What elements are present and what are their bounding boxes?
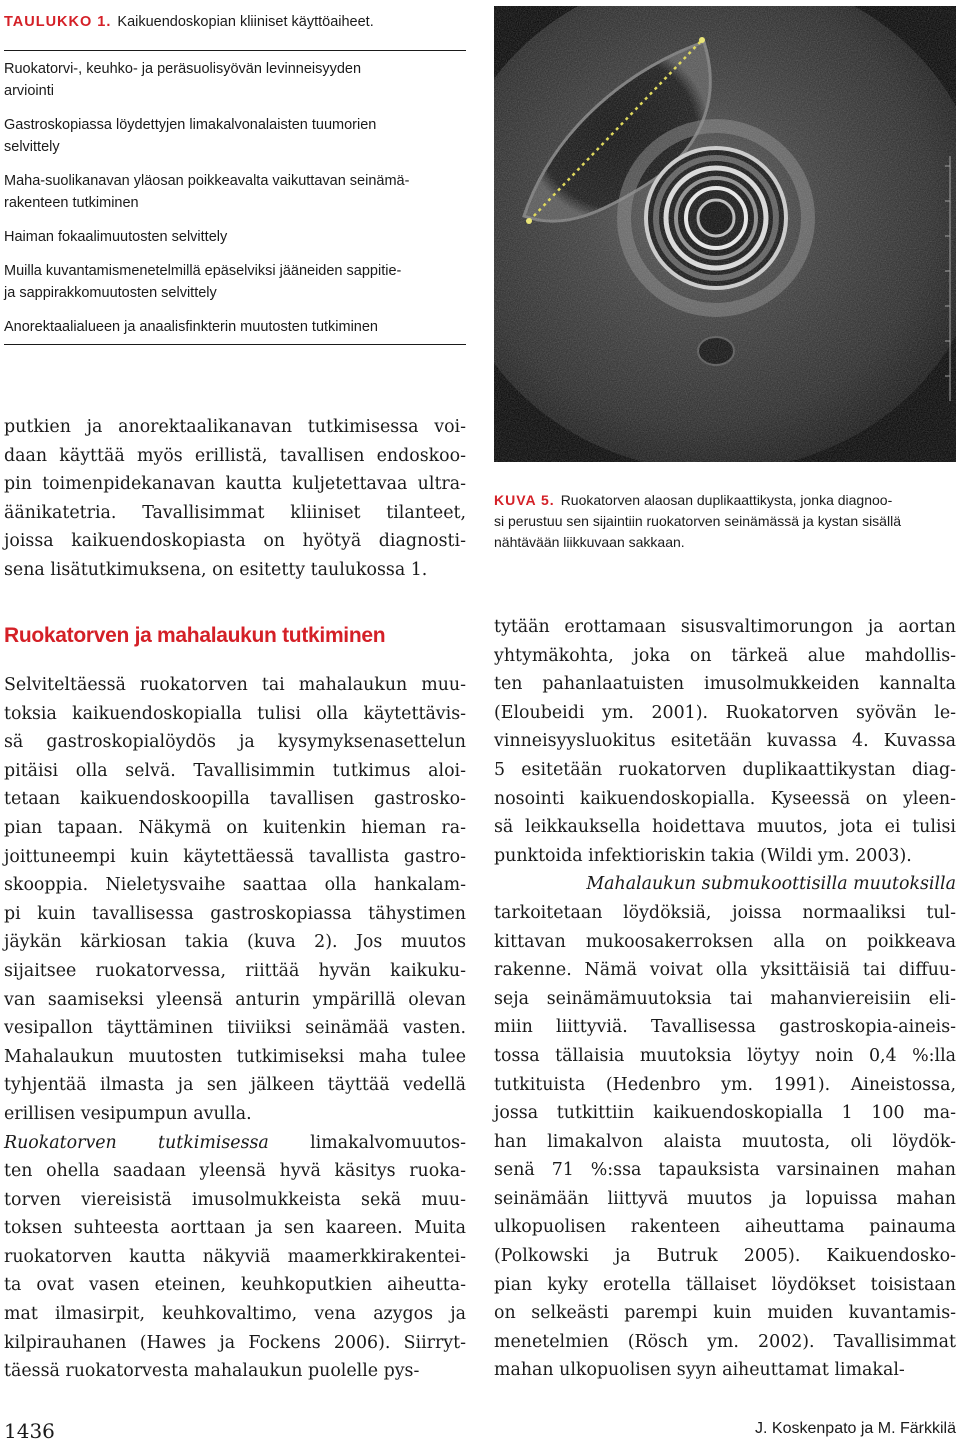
table-1 xyxy=(4,14,466,345)
text-line: menetelmien (Rösch ym. 2002). Tavallisimmat xyxy=(494,1331,956,1352)
text-line: punktoida infektioriskin takia (Wildi ym. 2003). xyxy=(494,845,912,866)
table-rows xyxy=(4,51,466,338)
right-body xyxy=(494,613,956,1385)
text-line: ta ovat vasen eteinen, keuhkoputkien aiheutta- xyxy=(4,1275,466,1296)
text-line: miin liittyviä. Tavallisessa gastroskopia-aineis- xyxy=(494,1017,956,1038)
table-title: Kaikuendoskopian kliiniset käyttöaiheet. xyxy=(117,14,374,30)
table-row-line: Anorektaalialueen ja anaalisfinkterin muutosten tutkiminen xyxy=(4,319,378,335)
table-row-line: Ruokatorvi-, keuhko- ja peräsuolisyövän levinneisyyden xyxy=(4,61,362,77)
table-row xyxy=(4,226,466,248)
text-line: pian kyky erotella tällaiset löydökset toisistaan xyxy=(494,1274,956,1295)
text-line: sä gastroskopialöydös ja kysymyksenasettelun xyxy=(4,732,466,753)
table-row xyxy=(4,170,466,214)
text-line: pi kuin tavallisessa gastroskopiassa tähystimen xyxy=(4,903,466,924)
text-line: tossa tällaisia muutoksia löytyy noin 0,4 %:lla xyxy=(494,1045,956,1066)
text-line: tyhjentää ilmasta ja sen jälkeen täyttää vedellä xyxy=(4,1075,466,1096)
text-line: tarkoitetaan löydöksiä, joissa normaaliksi tul- xyxy=(494,902,956,923)
text-line: joittuneempi kuin käytettäessä tavallista gastro- xyxy=(4,846,466,867)
text-line: skooppia. Nieletysvaihe saattaa olla hankalam- xyxy=(4,875,466,896)
figure-caption-line: nähtävään liikkuvaan sakkaan. xyxy=(494,534,685,550)
table-caption xyxy=(4,14,466,30)
section-heading: Ruokatorven ja mahalaukun tutkiminen xyxy=(4,624,386,647)
paragraph-esophagus xyxy=(4,1129,466,1386)
paragraph-first-line xyxy=(4,1129,466,1158)
table-row-line: ja sappirakkomuutosten selvittely xyxy=(4,285,217,301)
figure-caption xyxy=(494,490,956,553)
text-line: rakenne. Nämä voivat olla yksittäisiä tai diffuu- xyxy=(494,960,956,981)
text-line: Mahalaukun muutosten tutkimiseksi maha tulee xyxy=(4,1046,466,1067)
ultrasound-image xyxy=(494,6,956,462)
table-row-line: Gastroskopiassa löydettyjen limakalvonalaisten tuumorien xyxy=(4,117,377,133)
text-line: ruokatorven kautta näkyviä maamerkkirakentei- xyxy=(4,1246,466,1267)
text-line: (Polkowski ja Butruk 2005). Kaikuendosko- xyxy=(494,1246,956,1267)
text-line: joissa kaikuendoskopiasta on hyötyä diagnosti- xyxy=(4,531,466,552)
text-line: senä 71 %:ssa tapauksista varsinainen mahan xyxy=(494,1160,956,1181)
table-row-line: rakenteen tutkiminen xyxy=(4,195,139,211)
table-row xyxy=(4,316,466,338)
table-row xyxy=(4,260,466,304)
text-line: sena lisätutkimuksena, on esitetty taulukossa 1. xyxy=(4,559,428,580)
text-line: mat ilmasirpit, keuhkovaltimo, vena azygos ja xyxy=(4,1304,466,1325)
text-line: han limakalvon alaista muutosta, oli löydök- xyxy=(494,1131,956,1152)
text-line: ulkopuolisen rakenteen aiheuttama painauma xyxy=(494,1217,956,1238)
table-row xyxy=(4,58,466,102)
italic-lead: Ruokatorven tutkimisessa xyxy=(4,1132,269,1153)
text-line: van saamiseksi yleensä anturin ympärillä olevan xyxy=(4,989,466,1010)
text-line: putkien ja anorektaalikanavan tutkimisessa voi- xyxy=(4,417,466,437)
figure-caption-line: si perustuu sen sijaintiin ruokatorven seinämässä ja kystan sisällä xyxy=(494,513,901,529)
text-line: seinämään liittyvä muutos ja lopuissa mahan xyxy=(494,1188,956,1209)
text-line: kittavan mukoosakerroksen alla on poikkeava xyxy=(494,931,956,952)
text-line: seja seinämämuutoksia tai mahanviereisiin eli- xyxy=(494,988,956,1009)
text-line: tutkituista (Hedenbro ym. 1991). Aineistossa, xyxy=(494,1074,956,1095)
paragraph-method xyxy=(4,671,466,1129)
text-line: tetaan kaikuendoskoopilla tavallisen gastrosko- xyxy=(4,789,466,810)
text-line: toksia kaikuendoskopialla tulisi olla käytettävis- xyxy=(4,703,466,724)
text-line: yhtymäkohta, joka on tärkeä alue mahdollis- xyxy=(494,645,956,666)
text-line: sijaitsee ruokatorvessa, riittää hyvän kaikuku- xyxy=(4,960,466,981)
text-line: erillisen vesipumpun avulla. xyxy=(4,1103,252,1124)
paragraph-lines xyxy=(494,899,956,1385)
text-line: jossa tutkittiin kaikuendoskopialla 1 100 ma- xyxy=(494,1103,956,1124)
paragraph-first-line xyxy=(494,870,956,899)
italic-lead: Mahalaukun submukoottisilla muutoksilla xyxy=(586,874,956,895)
paragraph-stomach xyxy=(494,870,956,1385)
table-row-line: arviointi xyxy=(4,83,54,99)
text-line: ten pahanlaatuisten imusolmukkeiden kannalta xyxy=(494,674,956,695)
page-number: 1436 xyxy=(4,1419,55,1443)
table-row-line: Maha-suolikanavan yläosan poikkeavalta vaikuttavan seinämä- xyxy=(4,173,410,189)
text-line: Selviteltäessä ruokatorven tai mahalaukun muu- xyxy=(4,675,466,695)
text-line: on selkeästi parempi kuin muiden kuvantamis- xyxy=(494,1303,956,1324)
paragraph-continuation xyxy=(494,613,956,870)
text-line: sä leikkauksella hoidettava muutos, jota ei tulisi xyxy=(494,817,956,838)
text-line: (Eloubeidi ym. 2001). Ruokatorven syövän le- xyxy=(494,702,956,723)
text-line: torven viereisistä imusolmukkeista sekä muu- xyxy=(4,1189,466,1210)
text-line: kilpirauhanen (Hawes ja Fockens 2006). Siirryt- xyxy=(4,1332,466,1353)
left-body xyxy=(4,671,466,1386)
text-line: vinneisyysluokitus esitetään kuvassa 4. Kuvassa xyxy=(494,731,956,752)
text-line: pin toimenpidekanavan kautta kuljetettavaa ultra- xyxy=(4,474,466,495)
figure-caption-line: Ruokatorven alaosan duplikaattikysta, jonka diagnoo- xyxy=(560,492,893,508)
text-line: ten ohella saadaan yleensä hyvä käsitys ruoka- xyxy=(4,1161,466,1182)
paragraph-lines xyxy=(4,1157,466,1386)
text-line: nosointi kaikuendoskopialla. Kyseessä on yleen- xyxy=(494,788,956,809)
left-top-paragraph xyxy=(4,413,466,585)
text-line: äänikatetria. Tavallisimmat kliiniset tilanteet, xyxy=(4,502,466,523)
text-line: täessä ruokatorvesta mahalaukun puolelle pys- xyxy=(4,1361,420,1382)
text-line: tytään erottamaan sisusvaltimorungon ja aortan xyxy=(494,617,956,637)
text-line: daan käyttää myös erillistä, tavallisen endoskoo- xyxy=(4,445,466,466)
text-line: jäykän kärkiosan takia (kuva 2). Jos muutos xyxy=(4,932,466,953)
table-label: TAULUKKO 1. xyxy=(4,14,112,30)
text-line: pian tapaan. Näkymä on kuitenkin hieman ra- xyxy=(4,817,466,838)
text-line: mahan ulkopuolisen syyn aiheuttamat limakal- xyxy=(494,1360,905,1381)
first-line-rest: limakalvomuutos- xyxy=(268,1132,466,1153)
text-line: toksen suhteesta aorttaan ja sen kaareen. Muita xyxy=(4,1218,466,1239)
text-line: vesipallon täyttäminen tiiviiksi seinämää vasten. xyxy=(4,1018,466,1039)
table-row-line: selvittely xyxy=(4,139,60,155)
table-rule-bottom xyxy=(4,344,466,345)
running-author: J. Koskenpato ja M. Färkkilä xyxy=(755,1420,956,1437)
table-row xyxy=(4,114,466,158)
figure-label: KUVA 5. xyxy=(494,492,555,508)
text-line: pitäisi olla selvä. Tavallisimmin tutkimus aloi- xyxy=(4,760,466,781)
text-line: 5 esitetään ruokatorven duplikaattikystan diag- xyxy=(494,759,956,780)
table-row-line: Muilla kuvantamismenetelmillä epäselviksi jääneiden sappitie- xyxy=(4,263,402,279)
table-row-line: Haiman fokaalimuutosten selvittely xyxy=(4,229,228,245)
